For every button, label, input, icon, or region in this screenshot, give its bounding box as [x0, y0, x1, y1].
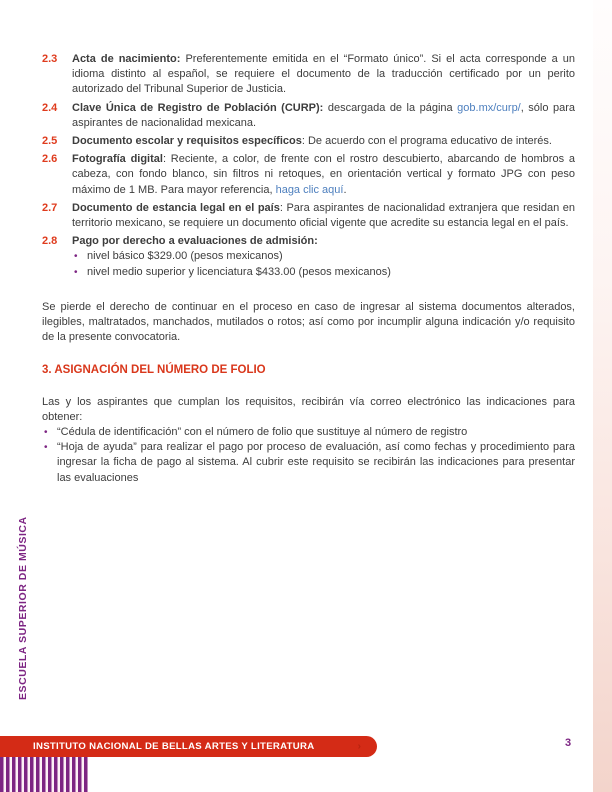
folio-bullet-list: [42, 425, 575, 486]
bullet-text: “Hoja de ayuda” para realizar el pago por proceso de evaluación, así como fechas y procedimiento para ingresar la ficha de pago al sistema. Al cubrir este requisito se recibirán las indicaciones para presentar las evaluaciones: [57, 441, 575, 484]
item-number: 2.3: [42, 53, 58, 65]
item-text: Documento de estancia legal en el país: Para aspirantes de nacionalidad extranjera que residan en territorio mexicano, se requiere un documento oficial vigente que acredite su estancia legal en el país.: [72, 201, 575, 230]
bullet-icon: •: [44, 442, 48, 454]
item-number: 2.6: [42, 153, 58, 166]
item-number: 2.8: [42, 235, 58, 248]
item-text: Pago por derecho a evaluaciones de admisión:: [72, 235, 318, 248]
bullet-icon: •: [74, 251, 78, 263]
item-text: Clave Única de Registro de Población (CURP): descargada de la página gob.mx/curp/, sólo para aspirantes de nacionalidad mexicana.: [72, 101, 576, 129]
sidebar-vertical-label: ESCUELA SUPERIOR DE MÚSICA: [17, 516, 29, 700]
bullet-icon: •: [74, 266, 78, 278]
doc-item-2-7: [42, 201, 575, 231]
bullet-text: “Cédula de identificación” con el número de folio que sustituye al número de registro: [57, 426, 468, 439]
doc-item-2-4: [42, 101, 575, 131]
bullet-icon: •: [44, 427, 48, 439]
doc-item-2-6: [42, 152, 575, 198]
item-text: Acta de nacimiento: Preferentemente emitida en el “Formato único”. Si el acta corresponde a un idioma distinto al español, se requiere el documento de la traducción certificado por un perito autorizado del Tribunal Superior de Justicia.: [72, 53, 575, 96]
item-number: 2.4: [42, 101, 58, 114]
item-text: Fotografía digital: Reciente, a color, de frente con el rostro descubierto, abarcando de hombros a cabeza, con fondo blanco, sin filtros ni retoques, en orientación vertical y formato JPG con peso máximo de 1 MB. Para mayor referencia, haga clic aquí.: [72, 153, 575, 196]
page-number: 3: [564, 737, 572, 749]
payment-bullet-list: [72, 249, 575, 279]
list-item: [42, 425, 575, 440]
curp-link[interactable]: gob.mx/curp/: [457, 101, 521, 114]
bullet-text: nivel medio superior y licenciatura $433.00 (pesos mexicanos): [87, 265, 391, 278]
list-item: [72, 249, 575, 264]
doc-item-2-3: [42, 52, 575, 98]
chevron-right-icon: ›: [357, 741, 361, 752]
section-heading-folio: 3. ASIGNACIÓN DEL NÚMERO DE FOLIO: [42, 364, 266, 377]
photo-reference-link[interactable]: haga clic aquí: [275, 183, 344, 196]
stripe-pattern: [0, 757, 88, 792]
list-item: [42, 440, 575, 486]
footer-banner: [0, 736, 377, 757]
item-number: 2.7: [42, 201, 58, 214]
page-edge-gradient: [593, 0, 612, 792]
bullet-text: nivel básico $329.00 (pesos mexicanos): [87, 250, 283, 263]
item-text: Documento escolar y requisitos específicos: De acuerdo con el programa educativo de interés.: [72, 135, 552, 148]
list-item: [72, 265, 575, 280]
doc-item-2-8: [42, 234, 575, 280]
footer-banner-text: INSTITUTO NACIONAL DE BELLAS ARTES Y LITERATURA: [33, 741, 315, 752]
doc-item-2-5: [42, 134, 575, 149]
document-content: [42, 52, 575, 486]
item-number: 2.5: [42, 135, 58, 148]
body-paragraph-loss-of-rights: Se pierde el derecho de continuar en el proceso en caso de ingresar al sistema documentos alterados, ilegibles, maltratados, manchados, mutilados o rotos; así como por incumplir alguna indicación y/o requisito de la presente convocatoria.: [42, 300, 575, 344]
body-paragraph-folio-intro: Las y los aspirantes que cumplan los requisitos, recibirán vía correo electrónico las indicaciones para obtener:: [42, 395, 575, 423]
